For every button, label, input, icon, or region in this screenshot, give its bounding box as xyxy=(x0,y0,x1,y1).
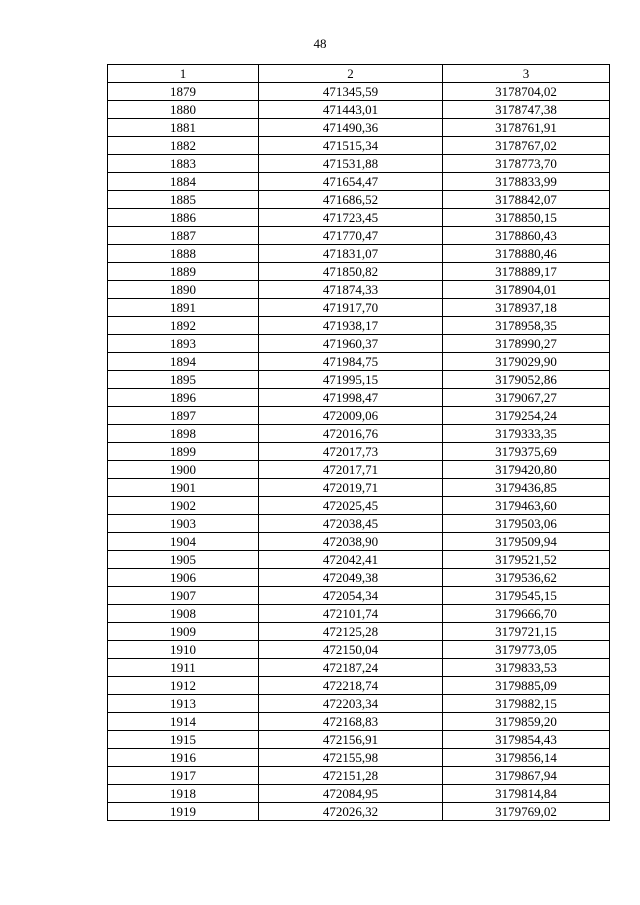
y-coordinate-cell: 3178880,46 xyxy=(443,245,610,263)
y-coordinate-cell: 3178704,02 xyxy=(443,83,610,101)
table-row xyxy=(108,281,610,299)
column-header-1: 1 xyxy=(108,65,259,83)
y-coordinate-cell: 3179052,86 xyxy=(443,371,610,389)
x-coordinate-cell: 471938,17 xyxy=(259,317,443,335)
y-coordinate-cell: 3179067,27 xyxy=(443,389,610,407)
point-number-cell: 1880 xyxy=(108,101,259,119)
x-coordinate-cell: 472168,83 xyxy=(259,713,443,731)
x-coordinate-cell: 471960,37 xyxy=(259,335,443,353)
y-coordinate-cell: 3179769,02 xyxy=(443,803,610,821)
table-row xyxy=(108,335,610,353)
y-coordinate-cell: 3179867,94 xyxy=(443,767,610,785)
x-coordinate-cell: 472017,71 xyxy=(259,461,443,479)
y-coordinate-cell: 3179773,05 xyxy=(443,641,610,659)
y-coordinate-cell: 3178747,38 xyxy=(443,101,610,119)
point-number-cell: 1915 xyxy=(108,731,259,749)
point-number-cell: 1888 xyxy=(108,245,259,263)
point-number-cell: 1917 xyxy=(108,767,259,785)
y-coordinate-cell: 3179666,70 xyxy=(443,605,610,623)
x-coordinate-cell: 471998,47 xyxy=(259,389,443,407)
x-coordinate-cell: 472101,74 xyxy=(259,605,443,623)
table-row xyxy=(108,317,610,335)
point-number-cell: 1879 xyxy=(108,83,259,101)
table-row xyxy=(108,767,610,785)
point-number-cell: 1914 xyxy=(108,713,259,731)
table-row xyxy=(108,785,610,803)
y-coordinate-cell: 3179882,15 xyxy=(443,695,610,713)
table-row xyxy=(108,605,610,623)
table-row xyxy=(108,461,610,479)
point-number-cell: 1904 xyxy=(108,533,259,551)
y-coordinate-cell: 3179333,35 xyxy=(443,425,610,443)
table-row xyxy=(108,299,610,317)
y-coordinate-cell: 3179029,90 xyxy=(443,353,610,371)
table-row xyxy=(108,191,610,209)
table-row xyxy=(108,713,610,731)
table-row xyxy=(108,569,610,587)
point-number-cell: 1910 xyxy=(108,641,259,659)
table-header-row xyxy=(108,65,610,83)
table-row xyxy=(108,677,610,695)
point-number-cell: 1899 xyxy=(108,443,259,461)
y-coordinate-cell: 3179814,84 xyxy=(443,785,610,803)
table-row xyxy=(108,749,610,767)
y-coordinate-cell: 3179833,53 xyxy=(443,659,610,677)
y-coordinate-cell: 3179856,14 xyxy=(443,749,610,767)
y-coordinate-cell: 3178773,70 xyxy=(443,155,610,173)
point-number-cell: 1881 xyxy=(108,119,259,137)
table-row xyxy=(108,371,610,389)
y-coordinate-cell: 3179859,20 xyxy=(443,713,610,731)
table-row xyxy=(108,479,610,497)
y-coordinate-cell: 3178833,99 xyxy=(443,173,610,191)
x-coordinate-cell: 471490,36 xyxy=(259,119,443,137)
y-coordinate-cell: 3179509,94 xyxy=(443,533,610,551)
x-coordinate-cell: 472151,28 xyxy=(259,767,443,785)
table-row xyxy=(108,641,610,659)
x-coordinate-cell: 472016,76 xyxy=(259,425,443,443)
y-coordinate-cell: 3178860,43 xyxy=(443,227,610,245)
point-number-cell: 1919 xyxy=(108,803,259,821)
point-number-cell: 1897 xyxy=(108,407,259,425)
table-row xyxy=(108,137,610,155)
x-coordinate-cell: 472156,91 xyxy=(259,731,443,749)
table-body xyxy=(108,83,610,821)
y-coordinate-cell: 3179254,24 xyxy=(443,407,610,425)
point-number-cell: 1918 xyxy=(108,785,259,803)
column-header-3: 3 xyxy=(443,65,610,83)
point-number-cell: 1913 xyxy=(108,695,259,713)
table-row xyxy=(108,731,610,749)
x-coordinate-cell: 471443,01 xyxy=(259,101,443,119)
x-coordinate-cell: 471654,47 xyxy=(259,173,443,191)
point-number-cell: 1891 xyxy=(108,299,259,317)
x-coordinate-cell: 472026,32 xyxy=(259,803,443,821)
point-number-cell: 1898 xyxy=(108,425,259,443)
x-coordinate-cell: 472038,90 xyxy=(259,533,443,551)
table-row xyxy=(108,101,610,119)
table-row xyxy=(108,443,610,461)
y-coordinate-cell: 3179375,69 xyxy=(443,443,610,461)
table-row xyxy=(108,209,610,227)
y-coordinate-cell: 3178842,07 xyxy=(443,191,610,209)
point-number-cell: 1894 xyxy=(108,353,259,371)
x-coordinate-cell: 471515,34 xyxy=(259,137,443,155)
table-row xyxy=(108,695,610,713)
table-row xyxy=(108,533,610,551)
x-coordinate-cell: 472187,24 xyxy=(259,659,443,677)
x-coordinate-cell: 471723,45 xyxy=(259,209,443,227)
table-row xyxy=(108,515,610,533)
point-number-cell: 1912 xyxy=(108,677,259,695)
table-row xyxy=(108,263,610,281)
y-coordinate-cell: 3179420,80 xyxy=(443,461,610,479)
x-coordinate-cell: 472019,71 xyxy=(259,479,443,497)
y-coordinate-cell: 3178761,91 xyxy=(443,119,610,137)
table-row xyxy=(108,425,610,443)
point-number-cell: 1887 xyxy=(108,227,259,245)
x-coordinate-cell: 471874,33 xyxy=(259,281,443,299)
point-number-cell: 1906 xyxy=(108,569,259,587)
x-coordinate-cell: 471531,88 xyxy=(259,155,443,173)
point-number-cell: 1885 xyxy=(108,191,259,209)
x-coordinate-cell: 472038,45 xyxy=(259,515,443,533)
x-coordinate-cell: 472042,41 xyxy=(259,551,443,569)
x-coordinate-cell: 471995,15 xyxy=(259,371,443,389)
point-number-cell: 1908 xyxy=(108,605,259,623)
point-number-cell: 1902 xyxy=(108,497,259,515)
point-number-cell: 1890 xyxy=(108,281,259,299)
column-header-2: 2 xyxy=(259,65,443,83)
table-row xyxy=(108,119,610,137)
y-coordinate-cell: 3178904,01 xyxy=(443,281,610,299)
y-coordinate-cell: 3179854,43 xyxy=(443,731,610,749)
y-coordinate-cell: 3179545,15 xyxy=(443,587,610,605)
x-coordinate-cell: 472084,95 xyxy=(259,785,443,803)
table-row xyxy=(108,497,610,515)
x-coordinate-cell: 472054,34 xyxy=(259,587,443,605)
coordinates-table xyxy=(107,64,610,821)
point-number-cell: 1889 xyxy=(108,263,259,281)
x-coordinate-cell: 472203,34 xyxy=(259,695,443,713)
point-number-cell: 1896 xyxy=(108,389,259,407)
table-row xyxy=(108,353,610,371)
point-number-cell: 1895 xyxy=(108,371,259,389)
x-coordinate-cell: 471917,70 xyxy=(259,299,443,317)
table-row xyxy=(108,803,610,821)
x-coordinate-cell: 471770,47 xyxy=(259,227,443,245)
point-number-cell: 1892 xyxy=(108,317,259,335)
x-coordinate-cell: 472025,45 xyxy=(259,497,443,515)
x-coordinate-cell: 472125,28 xyxy=(259,623,443,641)
point-number-cell: 1883 xyxy=(108,155,259,173)
x-coordinate-cell: 472218,74 xyxy=(259,677,443,695)
y-coordinate-cell: 3178889,17 xyxy=(443,263,610,281)
point-number-cell: 1903 xyxy=(108,515,259,533)
table-row xyxy=(108,173,610,191)
x-coordinate-cell: 471345,59 xyxy=(259,83,443,101)
point-number-cell: 1907 xyxy=(108,587,259,605)
table-row xyxy=(108,245,610,263)
table-row xyxy=(108,155,610,173)
point-number-cell: 1916 xyxy=(108,749,259,767)
table-row xyxy=(108,659,610,677)
point-number-cell: 1909 xyxy=(108,623,259,641)
y-coordinate-cell: 3179436,85 xyxy=(443,479,610,497)
x-coordinate-cell: 472150,04 xyxy=(259,641,443,659)
point-number-cell: 1911 xyxy=(108,659,259,677)
x-coordinate-cell: 471850,82 xyxy=(259,263,443,281)
y-coordinate-cell: 3179521,52 xyxy=(443,551,610,569)
point-number-cell: 1882 xyxy=(108,137,259,155)
y-coordinate-cell: 3178850,15 xyxy=(443,209,610,227)
x-coordinate-cell: 471686,52 xyxy=(259,191,443,209)
x-coordinate-cell: 472017,73 xyxy=(259,443,443,461)
y-coordinate-cell: 3179503,06 xyxy=(443,515,610,533)
point-number-cell: 1884 xyxy=(108,173,259,191)
y-coordinate-cell: 3179463,60 xyxy=(443,497,610,515)
y-coordinate-cell: 3179536,62 xyxy=(443,569,610,587)
y-coordinate-cell: 3179885,09 xyxy=(443,677,610,695)
y-coordinate-cell: 3178767,02 xyxy=(443,137,610,155)
table-row xyxy=(108,587,610,605)
y-coordinate-cell: 3178958,35 xyxy=(443,317,610,335)
table-row xyxy=(108,389,610,407)
table-row xyxy=(108,83,610,101)
point-number-cell: 1900 xyxy=(108,461,259,479)
x-coordinate-cell: 472155,98 xyxy=(259,749,443,767)
point-number-cell: 1905 xyxy=(108,551,259,569)
x-coordinate-cell: 472049,38 xyxy=(259,569,443,587)
table-row xyxy=(108,551,610,569)
table-row xyxy=(108,227,610,245)
table-row xyxy=(108,407,610,425)
point-number-cell: 1886 xyxy=(108,209,259,227)
point-number-cell: 1893 xyxy=(108,335,259,353)
page-number: 48 xyxy=(313,36,327,51)
x-coordinate-cell: 472009,06 xyxy=(259,407,443,425)
y-coordinate-cell: 3178990,27 xyxy=(443,335,610,353)
y-coordinate-cell: 3178937,18 xyxy=(443,299,610,317)
table-row xyxy=(108,623,610,641)
x-coordinate-cell: 471831,07 xyxy=(259,245,443,263)
y-coordinate-cell: 3179721,15 xyxy=(443,623,610,641)
point-number-cell: 1901 xyxy=(108,479,259,497)
x-coordinate-cell: 471984,75 xyxy=(259,353,443,371)
